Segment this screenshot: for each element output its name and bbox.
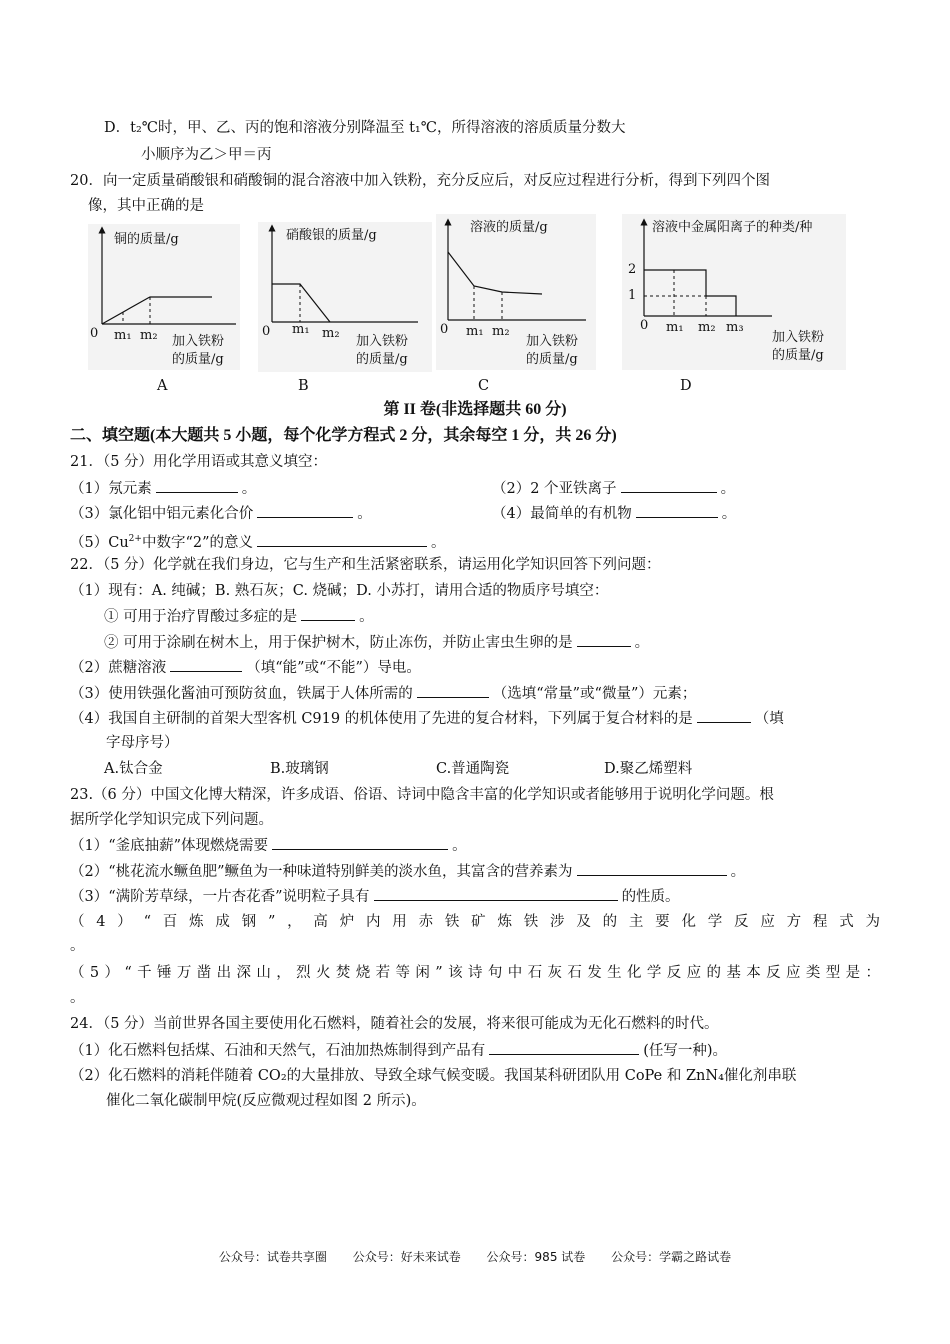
graph-c-m1: m₁ bbox=[466, 324, 484, 339]
q22-part4-cont: 字母序号） bbox=[106, 735, 179, 751]
graph-a bbox=[88, 224, 240, 370]
graph-a-ylabel: 铜的质量/g bbox=[114, 232, 179, 247]
footer-item-3: 公众号：985 试卷 bbox=[486, 1250, 586, 1264]
q22-stem: 22．（5 分）化学就在我们身边，它与生产和生活紧密联系，请运用化学知识回答下列问题： bbox=[70, 557, 661, 573]
graph-a-xlabel2: 的质量/g bbox=[172, 352, 224, 367]
q23-part4-end: 。 bbox=[70, 938, 85, 954]
graph-a-origin: 0 bbox=[90, 326, 99, 341]
q23-part2-blank[interactable] bbox=[577, 861, 727, 876]
q22-part1b-blank[interactable] bbox=[577, 632, 631, 647]
q22-part3-text-a: （3）使用铁强化酱油可预防贫血，铁属于人体所需的 bbox=[70, 686, 413, 702]
page-footer bbox=[0, 1248, 950, 1265]
q21-part5-end: 。 bbox=[431, 534, 446, 551]
q22-part3-blank[interactable] bbox=[417, 683, 489, 698]
q24-part1-text-a: （1）化石燃料包括煤、石油和天然气，石油加热炼制得到产品有 bbox=[70, 1043, 486, 1059]
q21-part1 bbox=[70, 478, 256, 499]
q23-part1 bbox=[70, 835, 467, 856]
q23-part5: （5）“千锤万凿出深山，烈火焚烧若等闲”该诗句中石灰石发生化学反应的基本反应类型是： bbox=[70, 965, 880, 981]
q23-stem-line2: 据所学化学知识完成下列问题。 bbox=[70, 812, 273, 828]
q23-stem-line1: 23.（6 分）中国文化博大精深，许多成语、俗语、诗词中隐含丰富的化学知识或者能够用于说明化学问题。根 bbox=[70, 787, 774, 803]
graph-c-curve bbox=[448, 252, 542, 294]
q22-part1a bbox=[104, 606, 374, 627]
q21-part3-end: 。 bbox=[357, 506, 372, 522]
graph-d-m2: m₂ bbox=[698, 320, 716, 335]
q23-part3-text-a: （3）“满阶芳草绿，一片杏花香”说明粒子具有 bbox=[70, 889, 370, 905]
graph-d-origin: 0 bbox=[640, 318, 649, 333]
graph-c-xlabel1: 加入铁粉 bbox=[526, 334, 579, 349]
q22-part3-text-b: （选填“常量”或“微量”）元素； bbox=[492, 686, 697, 702]
graph-b-letter: B bbox=[298, 378, 309, 394]
q22-option-d: D.聚乙烯塑料 bbox=[604, 761, 693, 777]
graph-d-m3: m₃ bbox=[726, 320, 744, 335]
q22-part4-text-b: （填 bbox=[754, 711, 784, 727]
graph-b bbox=[258, 222, 432, 372]
q21-part4 bbox=[492, 503, 736, 524]
q22-part2-text-a: （2）蔗糖溶液 bbox=[70, 660, 167, 676]
q21-part3-text: （3）氯化铝中铝元素化合价 bbox=[70, 506, 254, 522]
q21-part2-text: （2）2 个亚铁离子 bbox=[492, 481, 617, 497]
q20-stem-line1: 20．向一定质量硝酸银和硝酸铜的混合溶液中加入铁粉，充分反应后，对反应过程进行分析，得到下列四个图 bbox=[70, 173, 770, 189]
q23-part2-end: 。 bbox=[730, 864, 746, 880]
q21-part5-sup: 2+ bbox=[128, 534, 142, 544]
q23-part3 bbox=[70, 886, 680, 907]
q21-stem: 21．（5 分）用化学用语或其意义填空： bbox=[70, 454, 328, 470]
q22-part1: （1）现有：A. 纯碱；B. 熟石灰；C. 烧碱；D. 小苏打，请用合适的物质序号填空： bbox=[70, 583, 609, 599]
q21-part2 bbox=[492, 478, 735, 499]
graph-c-origin: 0 bbox=[440, 322, 449, 337]
q22-part2-text-b: （填“能”或“不能”）导电。 bbox=[246, 660, 421, 676]
graph-a-m2: m₂ bbox=[140, 328, 158, 343]
q24-part1 bbox=[70, 1040, 727, 1061]
q22-part3 bbox=[70, 683, 696, 704]
graph-c-letter: C bbox=[478, 378, 490, 394]
q21-part3 bbox=[70, 503, 372, 524]
graph-d-m1: m₁ bbox=[666, 320, 684, 335]
graph-c-xlabel2: 的质量/g bbox=[526, 352, 578, 367]
footer-item-1: 公众号：试卷共享圈 bbox=[218, 1250, 327, 1264]
q21-part5-text-b: 中数字“2”的意义 bbox=[141, 534, 254, 551]
q23-part3-blank[interactable] bbox=[374, 886, 618, 901]
q21-part5-blank[interactable] bbox=[257, 532, 427, 547]
q22-part1a-end: 。 bbox=[359, 609, 374, 625]
graph-d-ylabel: 溶液中金属阳离子的种类/种 bbox=[652, 220, 813, 235]
q23-part1-end: 。 bbox=[452, 838, 467, 854]
q24-part2-line2: 催化二氧化碳制甲烷(反应微观过程如图 2 所示)。 bbox=[106, 1093, 426, 1109]
graph-d-xlabel1: 加入铁粉 bbox=[772, 330, 825, 345]
q24-part1-text-b: (任写一种)。 bbox=[643, 1043, 728, 1059]
q23-part5-end: 。 bbox=[70, 990, 85, 1006]
q19-option-d-line2: 小顺序为乙＞甲＝丙 bbox=[141, 147, 272, 163]
q24-stem: 24．（5 分）当前世界各国主要使用化石燃料，随着社会的发展，将来很可能成为无化石燃料的时代。 bbox=[70, 1016, 719, 1032]
graph-d-xlabel2: 的质量/g bbox=[772, 348, 824, 363]
q21-part5 bbox=[70, 529, 446, 553]
q23-part2-text: （2）“桃花流水鳜鱼肥”鳜鱼为一种味道特别鲜美的淡水鱼，其富含的营养素为 bbox=[70, 864, 573, 880]
graph-b-curve bbox=[272, 284, 330, 322]
graph-b-m1: m₁ bbox=[292, 322, 310, 337]
q24-part2-line1: （2）化石燃料的消耗伴随着 CO₂的大量排放、导致全球气候变暖。我国某科研团队用 CoPe 和 ZnN₄催化剂串联 bbox=[70, 1068, 797, 1084]
graph-d-curve bbox=[644, 270, 736, 316]
graph-a-xlabel1: 加入铁粉 bbox=[172, 334, 225, 349]
q22-part4-blank[interactable] bbox=[697, 708, 751, 723]
footer-item-2: 公众号：好未来试卷 bbox=[352, 1250, 461, 1264]
q21-part1-end: 。 bbox=[241, 481, 257, 497]
graph-c-ylabel: 溶液的质量/g bbox=[470, 220, 548, 235]
graph-a-letter: A bbox=[157, 378, 168, 394]
q21-part1-blank[interactable] bbox=[156, 478, 238, 493]
graph-b-origin: 0 bbox=[262, 324, 271, 339]
q21-part4-text: （4）最简单的有机物 bbox=[492, 506, 632, 522]
q21-part4-blank[interactable] bbox=[636, 503, 718, 518]
graph-d-y2: 2 bbox=[628, 262, 637, 277]
graph-b-m2: m₂ bbox=[322, 326, 340, 341]
q21-part4-end: 。 bbox=[721, 506, 737, 522]
q21-part1-text: （1）氖元素 bbox=[70, 481, 152, 497]
q22-part1b-text: ② 可用于涂刷在树木上，用于保护树木，防止冻伤，并防止害虫生卵的是 bbox=[104, 635, 573, 651]
q21-part5-text-a: （5）Cu bbox=[70, 534, 129, 551]
graph-a-curve bbox=[102, 297, 212, 324]
q23-part3-text-b: 的性质。 bbox=[621, 889, 680, 905]
q22-part1b bbox=[104, 632, 649, 653]
q22-option-a: A.钛合金 bbox=[104, 761, 163, 777]
q22-part2-blank[interactable] bbox=[170, 657, 242, 672]
graph-a-m1: m₁ bbox=[114, 328, 132, 343]
q19-option-d-line1: D．t₂℃时，甲、乙、丙的饱和溶液分别降温至 t₁℃，所得溶液的溶质质量分数大 bbox=[104, 120, 626, 136]
graph-d-letter: D bbox=[680, 378, 692, 394]
q22-part1a-blank[interactable] bbox=[301, 606, 355, 621]
q20-stem-line2: 像，其中正确的是 bbox=[88, 198, 204, 214]
q22-option-b: B.玻璃钢 bbox=[270, 761, 329, 777]
q23-part1-blank[interactable] bbox=[272, 835, 448, 850]
q21-part2-end: 。 bbox=[720, 481, 736, 497]
graph-d-y1: 1 bbox=[628, 288, 637, 303]
q22-option-c: C.普通陶瓷 bbox=[436, 761, 510, 777]
graph-d bbox=[622, 214, 846, 370]
graph-c bbox=[436, 214, 596, 370]
graph-b-ylabel: 硝酸银的质量/g bbox=[286, 228, 377, 243]
q21-part3-blank[interactable] bbox=[257, 503, 353, 518]
q23-part1-text: （1）“釜底抽薪”体现燃烧需要 bbox=[70, 838, 269, 854]
graph-b-xlabel2: 的质量/g bbox=[356, 352, 408, 367]
q22-part4-text-a: （4）我国自主研制的首架大型客机 C919 的机体使用了先进的复合材料，下列属于复合材料的是 bbox=[70, 711, 693, 727]
q22-part1b-end: 。 bbox=[634, 635, 650, 651]
graph-b-xlabel1: 加入铁粉 bbox=[356, 334, 409, 349]
q22-part1a-text: ① 可用于治疗胃酸过多症的是 bbox=[104, 609, 298, 625]
footer-item-4: 公众号：学霸之路试卷 bbox=[611, 1250, 732, 1264]
q22-part4 bbox=[70, 708, 784, 729]
q24-part1-blank[interactable] bbox=[489, 1040, 639, 1055]
q22-part2 bbox=[70, 657, 421, 678]
section2-title: 二、填空题(本大题共 5 小题，每个化学方程式 2 分，其余每空 1 分，共 26 分) bbox=[70, 427, 617, 444]
q21-part2-blank[interactable] bbox=[621, 478, 717, 493]
q23-part2 bbox=[70, 861, 745, 882]
part2-title: 第 II 卷(非选择题共 60 分) bbox=[383, 401, 567, 418]
q23-part4: （4）“百炼成钢”，高炉内用赤铁矿炼铁涉及的主要化学反应方程式为 bbox=[70, 914, 880, 930]
graph-c-m2: m₂ bbox=[492, 324, 510, 339]
